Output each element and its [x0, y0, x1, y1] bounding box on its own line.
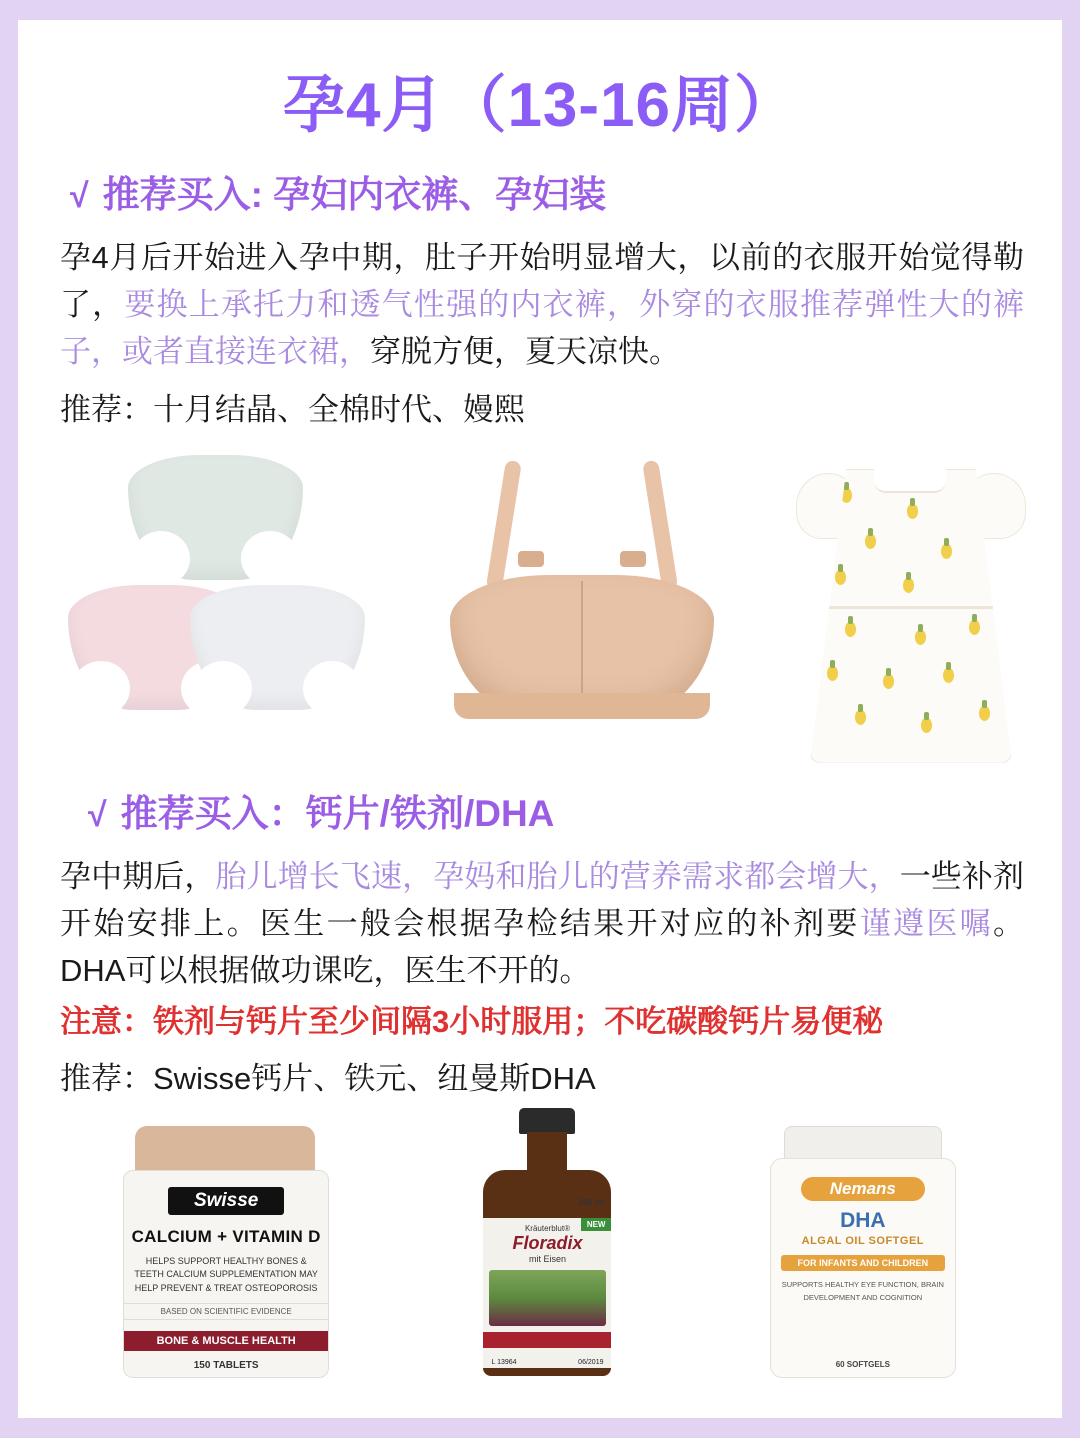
section-2-heading [88, 783, 1032, 837]
floradix-artwork [489, 1270, 607, 1326]
nemans-count: 60 SOFTGELS [835, 1359, 890, 1369]
section-2-body [60, 853, 1024, 994]
floradix-brand: Kräuterblut® [524, 1223, 570, 1233]
swisse-calcium-bottle [111, 1126, 341, 1376]
nemans-label [770, 1158, 956, 1378]
maternity-bra-image [432, 455, 732, 765]
bra-band [454, 693, 710, 719]
nemans-band: FOR INFANTS AND CHILDREN [781, 1255, 945, 1271]
section-1-heading [70, 164, 1032, 218]
nemans-subtitle: ALGAL OIL SOFTGEL [801, 1234, 924, 1247]
floradix-subtitle: mit Eisen [528, 1253, 566, 1264]
bra-strap-right [642, 459, 678, 590]
swisse-bar: BONE & MUSCLE HEALTH [124, 1331, 328, 1351]
page-title: 孕4月（13-16周） [282, 71, 798, 140]
bra-buckle-left [518, 551, 544, 567]
section-2-recommend: 推荐：Swisse钙片、铁元、纽曼斯DHA [60, 1060, 596, 1096]
section-1-body-part2: 穿脱方便，夏天凉快。 [370, 334, 680, 370]
section-2-warning: 注意：铁剂与钙片至少间隔3小时服用；不吃碳酸钙片易便秘 [60, 1003, 884, 1039]
swisse-evidence: BASED ON SCIENTIFIC EVIDENCE [124, 1303, 328, 1320]
section-1-body-highlight1: 要换上承托力和透气性强的内衣裤，外穿的衣服推荐弹性大的裤子，或者直接连衣裙， [60, 287, 1025, 370]
check-icon: √ [70, 177, 89, 216]
floradix-badge: NEW [581, 1218, 612, 1231]
bra-buckle-right [620, 551, 646, 567]
section-1-body [60, 234, 1024, 375]
swisse-count: 150 TABLETS [193, 1359, 259, 1371]
section-1-recommend: 推荐：十月结晶、全棉时代、嫚熙 [60, 391, 525, 427]
underwear-grey [190, 585, 365, 710]
nemans-desc: SUPPORTS HEALTHY EYE FUNCTION, BRAIN DEVELOPMENT AND COGNITION [781, 1279, 944, 1302]
floradix-volume: 500 ml [578, 1197, 604, 1207]
bra-strap-left [486, 459, 522, 590]
section-1-heading-text: 推荐买入: 孕妇内衣裤、孕妇装 [102, 174, 607, 216]
floradix-cap [519, 1108, 575, 1134]
section-2-body-part1: 孕中期后， [60, 858, 216, 894]
section-2-body-part3: 。DHA可以根据做功课吃，医生不开的。 [60, 905, 1025, 988]
swisse-lid [135, 1126, 315, 1174]
floradix-title: Floradix [512, 1232, 583, 1253]
nemans-title: DHA [840, 1208, 886, 1232]
section-2-body-highlight1: 胎儿增长飞速，孕妈和胎儿的营养需求都会增大， [215, 858, 900, 894]
swisse-brand: Swisse [168, 1187, 284, 1215]
underwear-green [128, 455, 303, 580]
section-1-images [68, 435, 1026, 765]
section-2-body-highlight2: 谨遵医嘱 [859, 905, 994, 941]
section-2-heading-text: 推荐买入：钙片/铁剂/DHA [120, 792, 555, 834]
dress-neckline [874, 469, 946, 493]
swisse-subtext: HELPS SUPPORT HEALTHY BONES & TEETH CALCIUM SUPPLEMENTATION MAY HELP PREVENT & TREAT OSTEOPOROSIS [134, 1255, 318, 1293]
maternity-dress-image [796, 435, 1026, 765]
floradix-lot: L 13964 [491, 1358, 517, 1366]
maternity-underwear-image [68, 455, 368, 765]
floradix-label [483, 1218, 611, 1368]
swisse-title: CALCIUM + VITAMIN D [131, 1226, 321, 1246]
nemans-brand: Nemans [801, 1177, 925, 1201]
floradix-iron-bottle [457, 1108, 637, 1376]
nemans-dha-bottle [754, 1126, 969, 1376]
section-2-products [58, 1108, 1022, 1376]
section-1-body-part1: 孕4月后开始进入孕中期，肚子开始明显增大，以前的衣服开始觉得勒了， [60, 240, 1024, 323]
poster-card [18, 20, 1062, 1418]
swisse-label [123, 1170, 329, 1378]
floradix-date: 06/2019 [578, 1358, 604, 1366]
check-icon: √ [88, 795, 107, 834]
floradix-body [483, 1170, 611, 1376]
section-2-body-part2: 一些补剂开始安排上。医生一般会根据孕检结果开对应的补剂要 [60, 858, 1025, 941]
